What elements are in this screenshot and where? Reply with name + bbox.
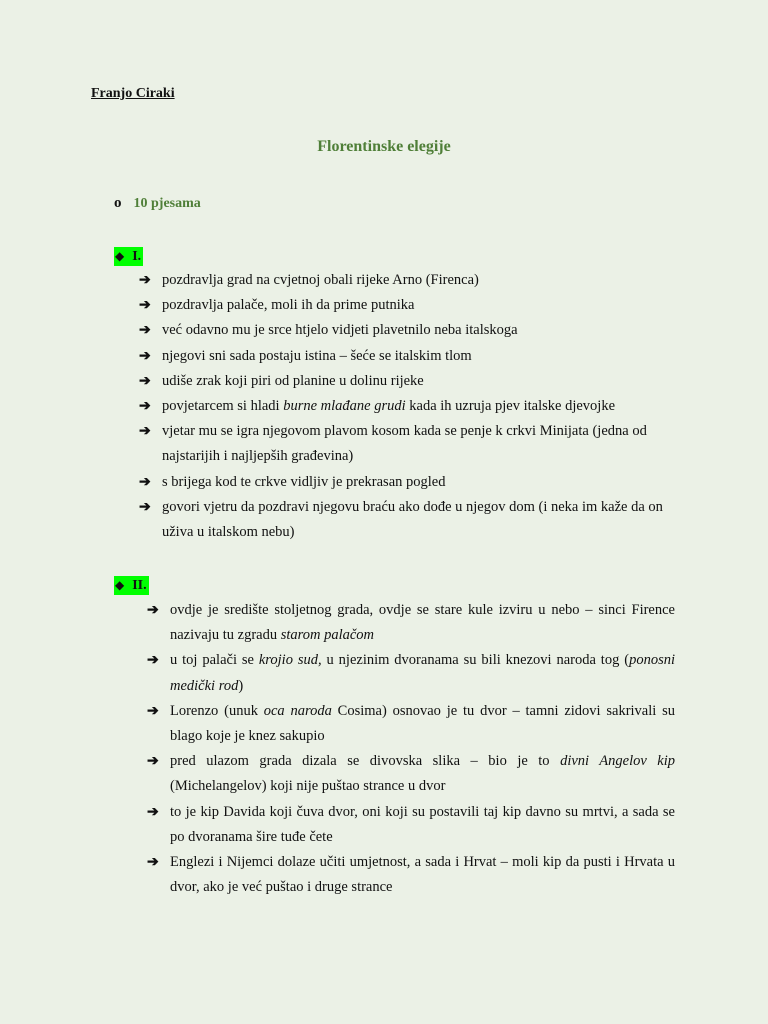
list-item <box>147 749 675 799</box>
arrow-bullet-icon: ➔ <box>147 653 159 669</box>
italic-phrase: divni Angelov kip <box>560 753 676 770</box>
text-segment: vjetar mu se igra njegovom plavom kosom kada se penje k crkvi Minijata (jedna od najstarijih i najljepših građevina) <box>162 423 647 465</box>
arrow-bullet-icon: ➔ <box>139 474 151 490</box>
arrow-bullet-icon: ➔ <box>147 754 159 770</box>
text-segment: (Michelangelov) koji nije puštao strance u dvor <box>170 778 446 795</box>
text-segment: povjetarcem si hladi <box>162 398 284 415</box>
section-1-list <box>139 268 679 545</box>
text-segment: pred ulazom grada dizala se divovska slika – bio je to <box>170 753 561 770</box>
italic-phrase: krojio sud, <box>258 652 322 669</box>
section-2-list <box>147 598 675 900</box>
section-label: I. <box>132 249 142 264</box>
arrow-bullet-icon: ➔ <box>147 855 159 871</box>
text-segment: Cosima) osnovao je tu dvor – tamni zidovi sakrivali su blago koje je knez sakupio <box>170 702 675 745</box>
text-segment: u toj palači se <box>170 652 259 669</box>
poem-count: 10 pjesama <box>133 195 201 211</box>
list-item <box>139 293 679 318</box>
list-item <box>139 369 679 394</box>
text-segment: pozdravlja grad na cvjetnoj obali rijeke Arno (Firenca) <box>162 272 479 288</box>
list-item <box>139 318 679 343</box>
author-name: Franjo Ciraki <box>91 86 175 101</box>
arrow-bullet-icon: ➔ <box>139 348 151 364</box>
text-segment: Lorenzo (unuk <box>170 702 264 719</box>
diamond-bullet-icon: ◆ <box>115 578 125 592</box>
italic-phrase: ponosni medički rod <box>170 652 675 694</box>
list-item <box>139 470 679 495</box>
section-heading-2 <box>114 576 149 595</box>
poem-count-row <box>114 195 201 212</box>
document-title: Florentinske elegije <box>317 138 451 155</box>
text-segment: već odavno mu je srce htjelo vidjeti plavetnilo neba italskoga <box>162 322 518 339</box>
arrow-bullet-icon: ➔ <box>139 399 151 415</box>
text-segment: Englezi i Nijemci dolaze učiti umjetnost, a sada i Hrvat – moli kip da pusti i Hrvata u dvor, ako je već puštao i druge strance <box>170 854 675 896</box>
arrow-bullet-icon: ➔ <box>147 804 159 820</box>
text-segment: u njezinim dvoranama su bili knezovi naroda tog ( <box>321 652 630 669</box>
list-item <box>139 344 679 369</box>
list-item <box>139 268 679 293</box>
text-segment: udiše zrak koji piri od planine u dolinu rijeke <box>162 372 424 389</box>
arrow-bullet-icon: ➔ <box>139 373 151 389</box>
arrow-bullet-icon: ➔ <box>147 603 159 618</box>
diamond-bullet-icon: ◆ <box>115 249 125 263</box>
text-segment: kada ih uzruja pjev italske djevojke <box>405 398 616 415</box>
text-segment: njegovi sni sada postaju istina – šeće se italskim tlom <box>162 347 472 364</box>
text-segment: ) <box>238 677 244 694</box>
text-segment: s brijega kod te crkve vidljiv je prekrasan pogled <box>162 473 446 490</box>
italic-phrase: starom palačom <box>280 627 375 644</box>
list-item <box>139 394 679 419</box>
list-item <box>139 495 679 545</box>
list-item <box>147 800 675 850</box>
italic-phrase: burne mlađane grudi <box>283 398 406 415</box>
list-item <box>147 648 675 698</box>
arrow-bullet-icon: ➔ <box>139 424 151 440</box>
arrow-bullet-icon: ➔ <box>139 323 151 339</box>
text-segment: ovdje je središte stoljetnog grada, ovdje se stare kule izviru u nebo – sinci Firence nazivaju tu zgradu <box>170 602 675 644</box>
arrow-bullet-icon: ➔ <box>139 273 151 288</box>
circle-bullet-icon: o <box>114 195 122 211</box>
arrow-bullet-icon: ➔ <box>147 703 159 719</box>
text-segment: to je kip Davida koji čuva dvor, oni koji su postavili taj kip davno su mrtvi, a sada se po dvoranama šire tuđe čete <box>170 803 675 845</box>
list-item <box>147 850 675 900</box>
text-segment: govori vjetru da pozdravi njegovu braću ako dođe u njegov dom (i neka im kaže da on uživa u italskom nebu) <box>162 498 663 541</box>
text-segment: pozdravlja palače, moli ih da prime putnika <box>162 297 415 314</box>
arrow-bullet-icon: ➔ <box>139 499 151 515</box>
list-item <box>147 699 675 749</box>
list-item <box>139 419 679 469</box>
section-label: II. <box>132 578 147 593</box>
italic-phrase: oca naroda <box>263 702 332 719</box>
arrow-bullet-icon: ➔ <box>139 298 151 314</box>
section-heading-1 <box>114 247 143 266</box>
list-item <box>147 598 675 648</box>
